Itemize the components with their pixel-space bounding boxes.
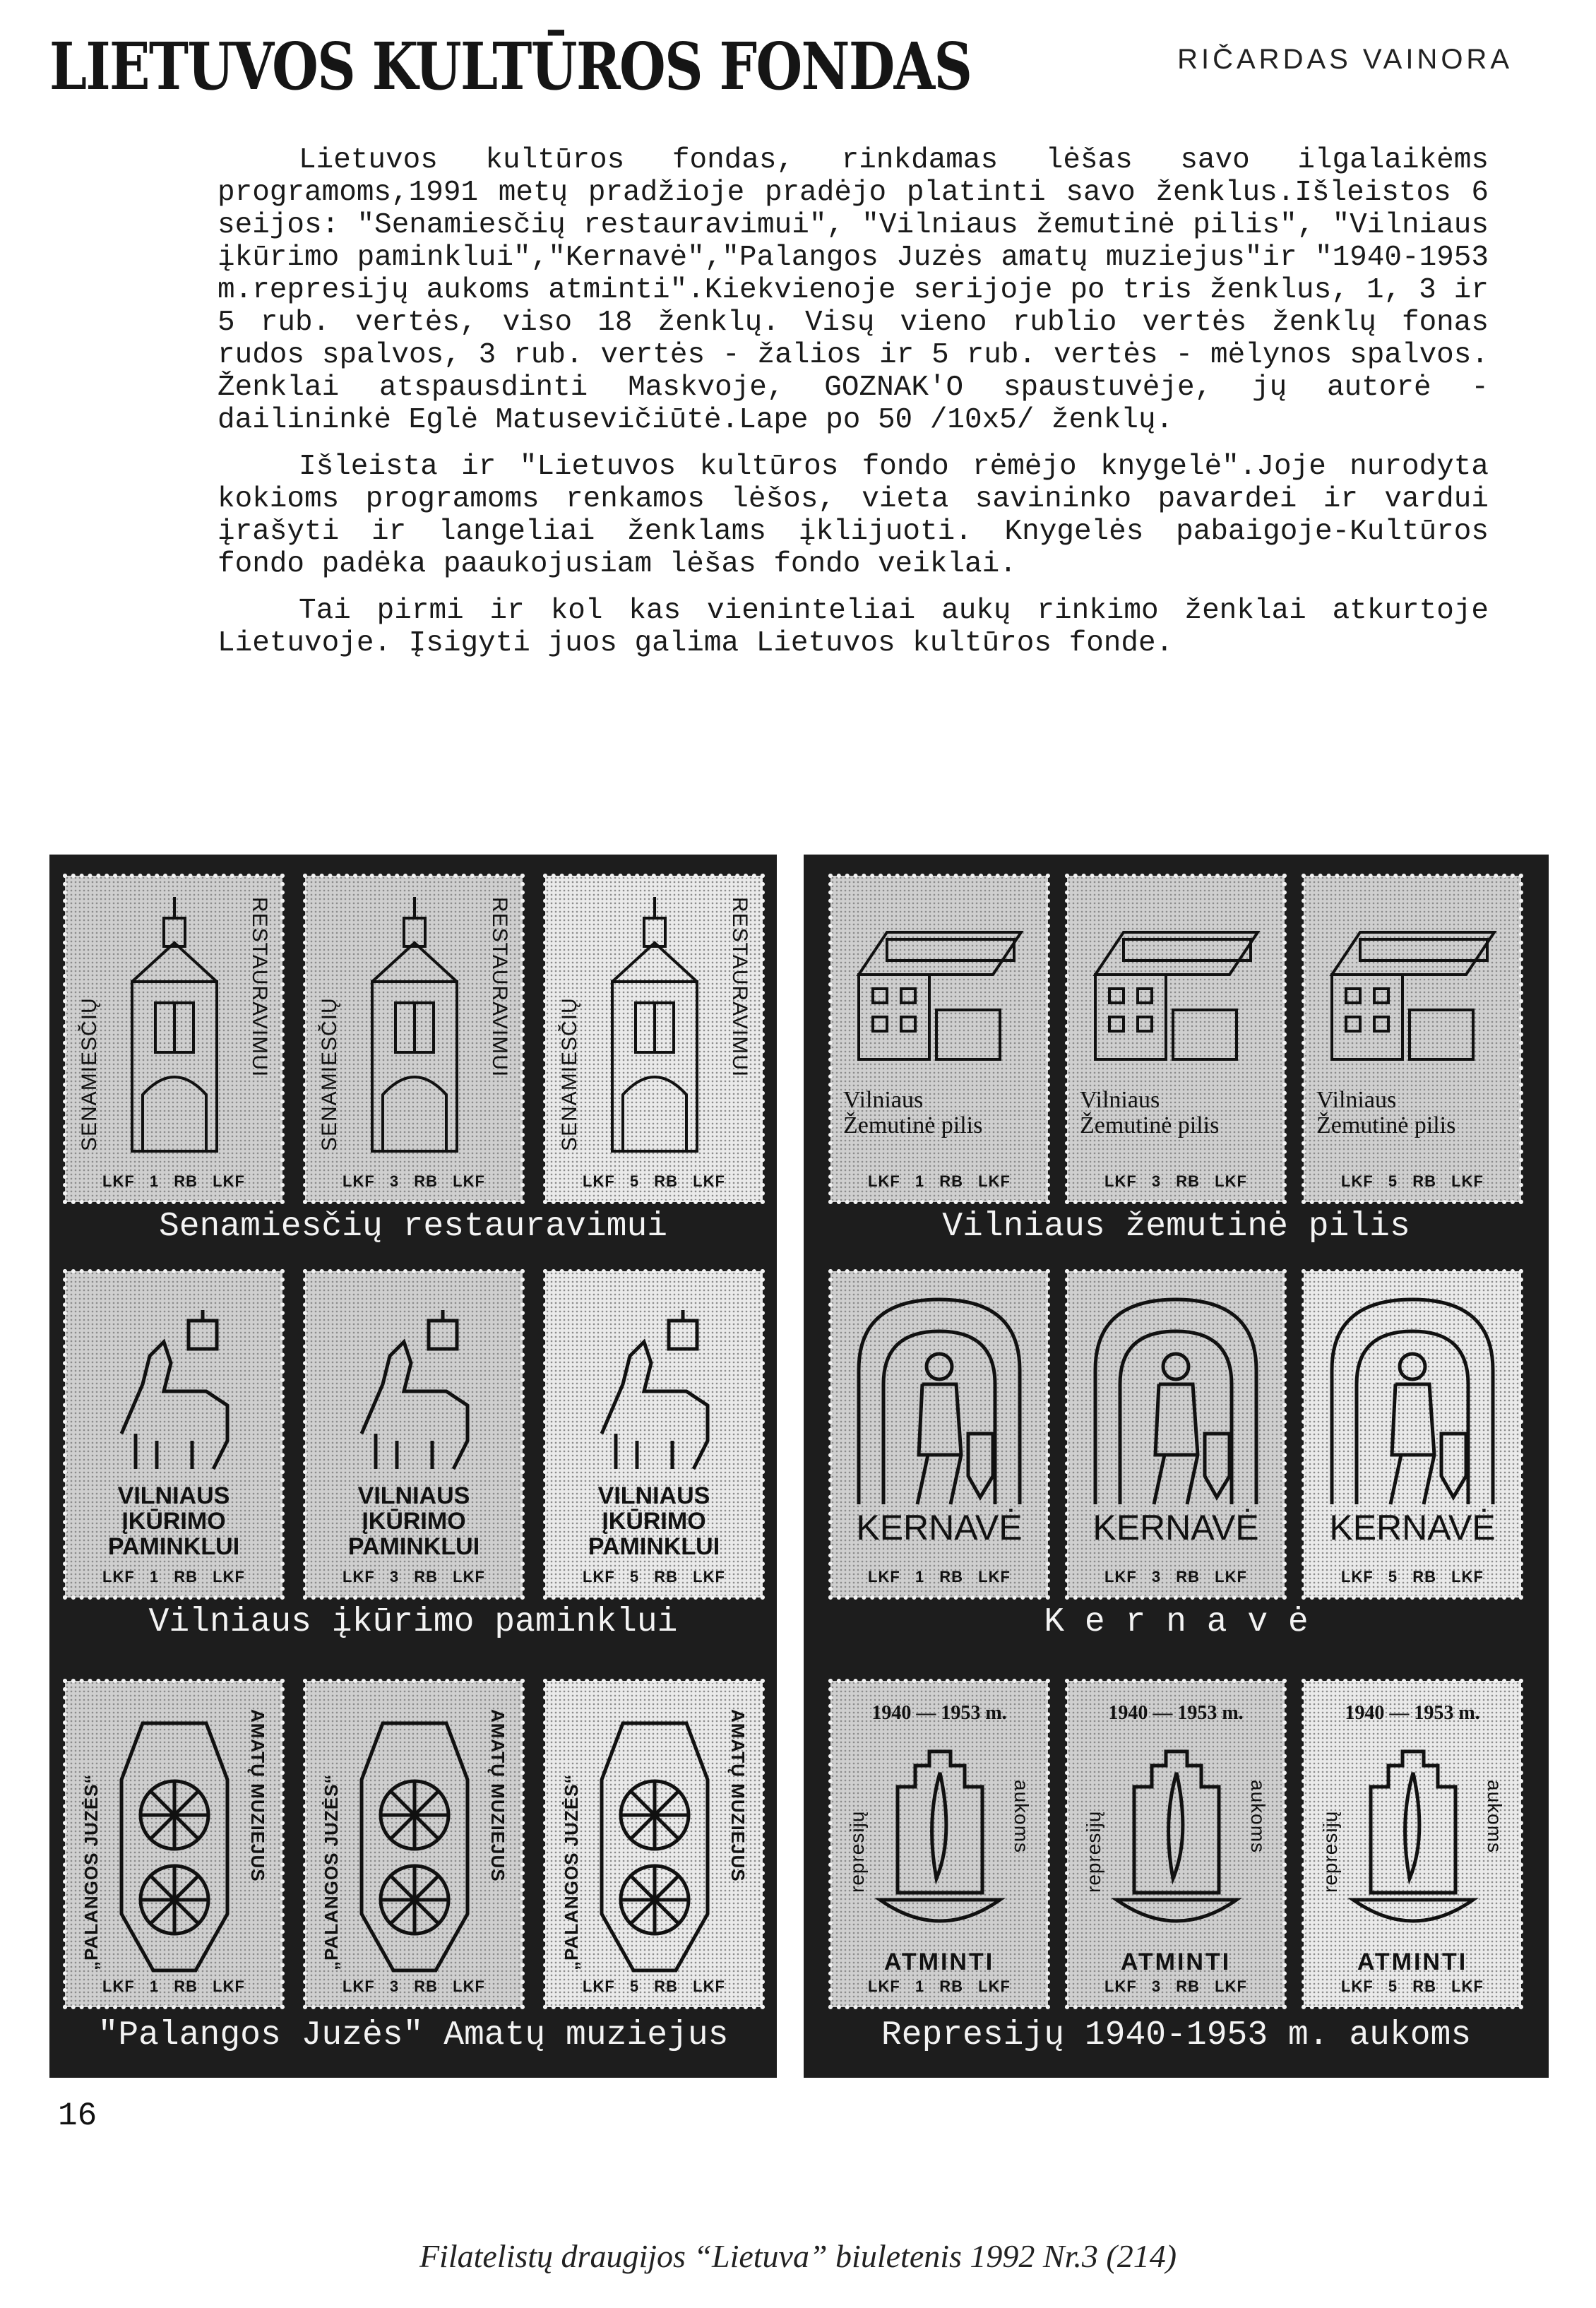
stamp-line-1: Vilniaus (1316, 1087, 1397, 1113)
stamp-line-1: Vilniaus (843, 1087, 924, 1113)
stamp-pilis-5 (1304, 876, 1521, 1202)
stamp-pilis-3 (1067, 876, 1285, 1202)
stamp-left-text: SENAMIESČIŲ (558, 997, 581, 1151)
stamp-pilis-1 (830, 876, 1048, 1202)
stamp-left-text: represijų (1319, 1810, 1341, 1893)
stamp-right-text: AMATŲ MUZIEJUS (487, 1709, 508, 1882)
stamp-senamiesciu-3 (305, 876, 523, 1202)
stamp-ikurimo-5 (545, 1271, 763, 1598)
stamp-denomination: LKF 3 RB LKF (343, 1172, 485, 1190)
article-title: LIETUVOS KULTŪROS FONDAS (49, 28, 972, 105)
stamp-denomination: LKF 3 RB LKF (1104, 1172, 1247, 1190)
stamp-left-text: represijų (846, 1810, 868, 1893)
castle-palace-icon (830, 876, 1048, 1202)
stamp-denomination: LKF 5 RB LKF (1341, 1172, 1484, 1190)
stamp-line-1: Vilniaus (1080, 1087, 1160, 1113)
stamp-right-text: aukoms (1484, 1780, 1506, 1854)
stamp-kernave-3 (1067, 1271, 1285, 1598)
stamp-represiju-3 (1067, 1681, 1285, 2007)
stamp-bottom-text: ATMINTI (1357, 1949, 1468, 1975)
stamp-caption (1304, 1088, 1534, 1138)
stamp-denomination: LKF 1 RB LKF (102, 1172, 245, 1190)
stamp-line-2: ĮKŪRIMO (362, 1508, 466, 1535)
castle-palace-icon (1067, 876, 1285, 1202)
stamp-senamiesciu-1 (65, 876, 282, 1202)
paragraph-3: Tai pirmi ir kol kas vieninteliai aukų rinkimo ženklai atkurtoje Lietuvoje. Įsigyti juos galima Lietuvos kultūros fonde. (218, 595, 1489, 660)
series-caption-kernave: K e r n a v ė (1044, 1603, 1309, 1641)
stamp-line-1: VILNIAUS (357, 1482, 470, 1509)
stamp-right-text: AMATŲ MUZIEJUS (247, 1709, 268, 1882)
stamp-right-text: aukoms (1011, 1780, 1032, 1854)
stamp-palangos-1 (65, 1681, 282, 2007)
stamp-caption: KERNAVĖ (856, 1508, 1023, 1547)
knight-shield-icon (830, 1271, 1048, 1598)
stamp-ikurimo-1 (65, 1271, 282, 1598)
stamp-represiju-5 (1304, 1681, 1521, 2007)
stamp-line-1: VILNIAUS (117, 1482, 230, 1509)
stamp-line-3: PAMINKLUI (107, 1533, 240, 1560)
article-author: RIČARDAS VAINORA (1177, 44, 1513, 75)
stamp-caption (830, 1088, 1061, 1138)
stamp-line-3: PAMINKLUI (588, 1533, 720, 1560)
stamp-caption (305, 1483, 523, 1559)
stamp-denomination: LKF 1 RB LKF (102, 1977, 245, 1995)
stamp-denomination: LKF 5 RB LKF (583, 1568, 725, 1586)
stamp-ikurimo-3 (305, 1271, 523, 1598)
stamp-right-text: AMATŲ MUZIEJUS (727, 1709, 749, 1882)
stamp-line-2: ĮKŪRIMO (602, 1508, 706, 1535)
stamp-left-text: SENAMIESČIŲ (318, 997, 341, 1151)
stamp-caption (1067, 1088, 1297, 1138)
stamp-denomination: LKF 5 RB LKF (1341, 1977, 1484, 1995)
stamp-left-text: SENAMIESČIŲ (78, 997, 101, 1151)
stamp-plate-right (804, 855, 1549, 2078)
stamp-represiju-1 (830, 1681, 1048, 2007)
series-caption-ikurimo: Vilniaus įkūrimo paminklui (148, 1603, 678, 1641)
stamp-years: 1940 — 1953 m. (871, 1702, 1007, 1724)
series-caption-represiju: Represijų 1940-1953 m. aukoms (881, 2016, 1472, 2054)
stamp-years: 1940 — 1953 m. (1345, 1702, 1480, 1724)
stamp-denomination: LKF 1 RB LKF (868, 1977, 1011, 1995)
stamp-plate-left (49, 855, 777, 2078)
stamp-caption (545, 1483, 763, 1559)
paragraph-1: Lietuvos kultūros fondas, rinkdamas lėšas savo ilgalaikėms programoms,1991 metų pradžioje pradėjo platinti savo ženklus.Išleistos 6 seijos: "Senamiesčių restauravimui", "Vilniaus žemutinė pilis", "Vilniaus įkūrimo paminklui","Kernavė","Palangos Juzės amatų muziejus"ir "1940-1953 m.represijų aukoms atminti".Kiekvienoje serijoje po tris ženklus, 1, 3 ir 5 rub. vertės, viso 18 ženklų. Visų vieno rublio vertės ženklų fonas rudos spalvos, 3 rub. vertės - žalios ir 5 rub. vertės - mėlynos spalvos. Ženklai atspausdinti Maskvoje, GOZNAK'O spaustuvėje, jų autorė - dailininkė Eglė Matusevičiūtė.Lape po 50 /10x5/ ženklų. (218, 144, 1489, 436)
stamp-caption (65, 1483, 282, 1559)
stamp-denomination: LKF 1 RB LKF (102, 1568, 245, 1586)
stamp-denomination: LKF 1 RB LKF (868, 1172, 1011, 1190)
knight-shield-icon (1304, 1271, 1521, 1598)
stamp-bottom-text: ATMINTI (883, 1949, 995, 1975)
stamp-kernave-5 (1304, 1271, 1521, 1598)
castle-palace-icon (1304, 876, 1521, 1202)
series-caption-pilis: Vilniaus žemutinė pilis (942, 1208, 1410, 1246)
stamp-kernave-1 (830, 1271, 1048, 1598)
stamp-right-text: aukoms (1247, 1780, 1269, 1854)
stamp-right-text: RESTAURAVIMUI (488, 897, 511, 1078)
stamp-palangos-3 (305, 1681, 523, 2007)
article-body (218, 144, 1489, 674)
footer-publication: Filatelistų draugijos “Lietuva” biuletenis 1992 Nr.3 (214) (419, 2238, 1177, 2274)
stamp-palangos-5 (545, 1681, 763, 2007)
stamp-line-2: Žemutinė pilis (843, 1112, 983, 1138)
stamp-denomination: LKF 3 RB LKF (1104, 1977, 1247, 1995)
stamp-caption: KERNAVĖ (1092, 1508, 1259, 1547)
stamp-right-text: RESTAURAVIMUI (728, 897, 751, 1078)
stamp-left-text: represijų (1083, 1810, 1104, 1893)
stamp-denomination: LKF 3 RB LKF (1104, 1568, 1247, 1586)
stamp-left-text: „PALANGOS JUZĖS“ (321, 1773, 342, 1970)
knight-shield-icon (1067, 1271, 1285, 1598)
stamp-line-1: VILNIAUS (597, 1482, 710, 1509)
stamp-line-2: ĮKŪRIMO (121, 1508, 226, 1535)
stamp-line-3: PAMINKLUI (347, 1533, 480, 1560)
stamp-denomination: LKF 1 RB LKF (868, 1568, 1011, 1586)
series-caption-palangos: "Palangos Juzės" Amatų muziejus (97, 2016, 729, 2054)
paragraph-2: Išleista ir "Lietuvos kultūros fondo rėmėjo knygelė".Joje nurodyta kokioms programoms renkamos lėšos, vieta savininko pavardei ir vardui įrašyti ir langeliai ženklams įklijuoti. Knygelės pabaigoje-Kultūros fondo padėka paaukojusiam lėšas fondo veiklai. (218, 451, 1489, 581)
stamp-bottom-text: ATMINTI (1120, 1949, 1232, 1975)
stamp-right-text: RESTAURAVIMUI (248, 897, 271, 1078)
stamp-caption: KERNAVĖ (1329, 1508, 1496, 1547)
stamp-senamiesciu-5 (545, 876, 763, 1202)
stamp-denomination: LKF 3 RB LKF (343, 1977, 485, 1995)
stamp-denomination: LKF 5 RB LKF (583, 1977, 725, 1995)
stamp-denomination: LKF 5 RB LKF (583, 1172, 725, 1190)
stamp-left-text: „PALANGOS JUZĖS“ (81, 1773, 102, 1970)
stamp-denomination: LKF 3 RB LKF (343, 1568, 485, 1586)
stamp-denomination: LKF 5 RB LKF (1341, 1568, 1484, 1586)
stamp-line-2: Žemutinė pilis (1080, 1112, 1220, 1138)
stamp-left-text: „PALANGOS JUZĖS“ (561, 1773, 582, 1970)
stamp-line-2: Žemutinė pilis (1316, 1112, 1456, 1138)
series-caption-senamiesciu: Senamiesčių restauravimui (158, 1208, 668, 1246)
stamp-years: 1940 — 1953 m. (1108, 1702, 1244, 1724)
page-number: 16 (58, 2098, 97, 2134)
